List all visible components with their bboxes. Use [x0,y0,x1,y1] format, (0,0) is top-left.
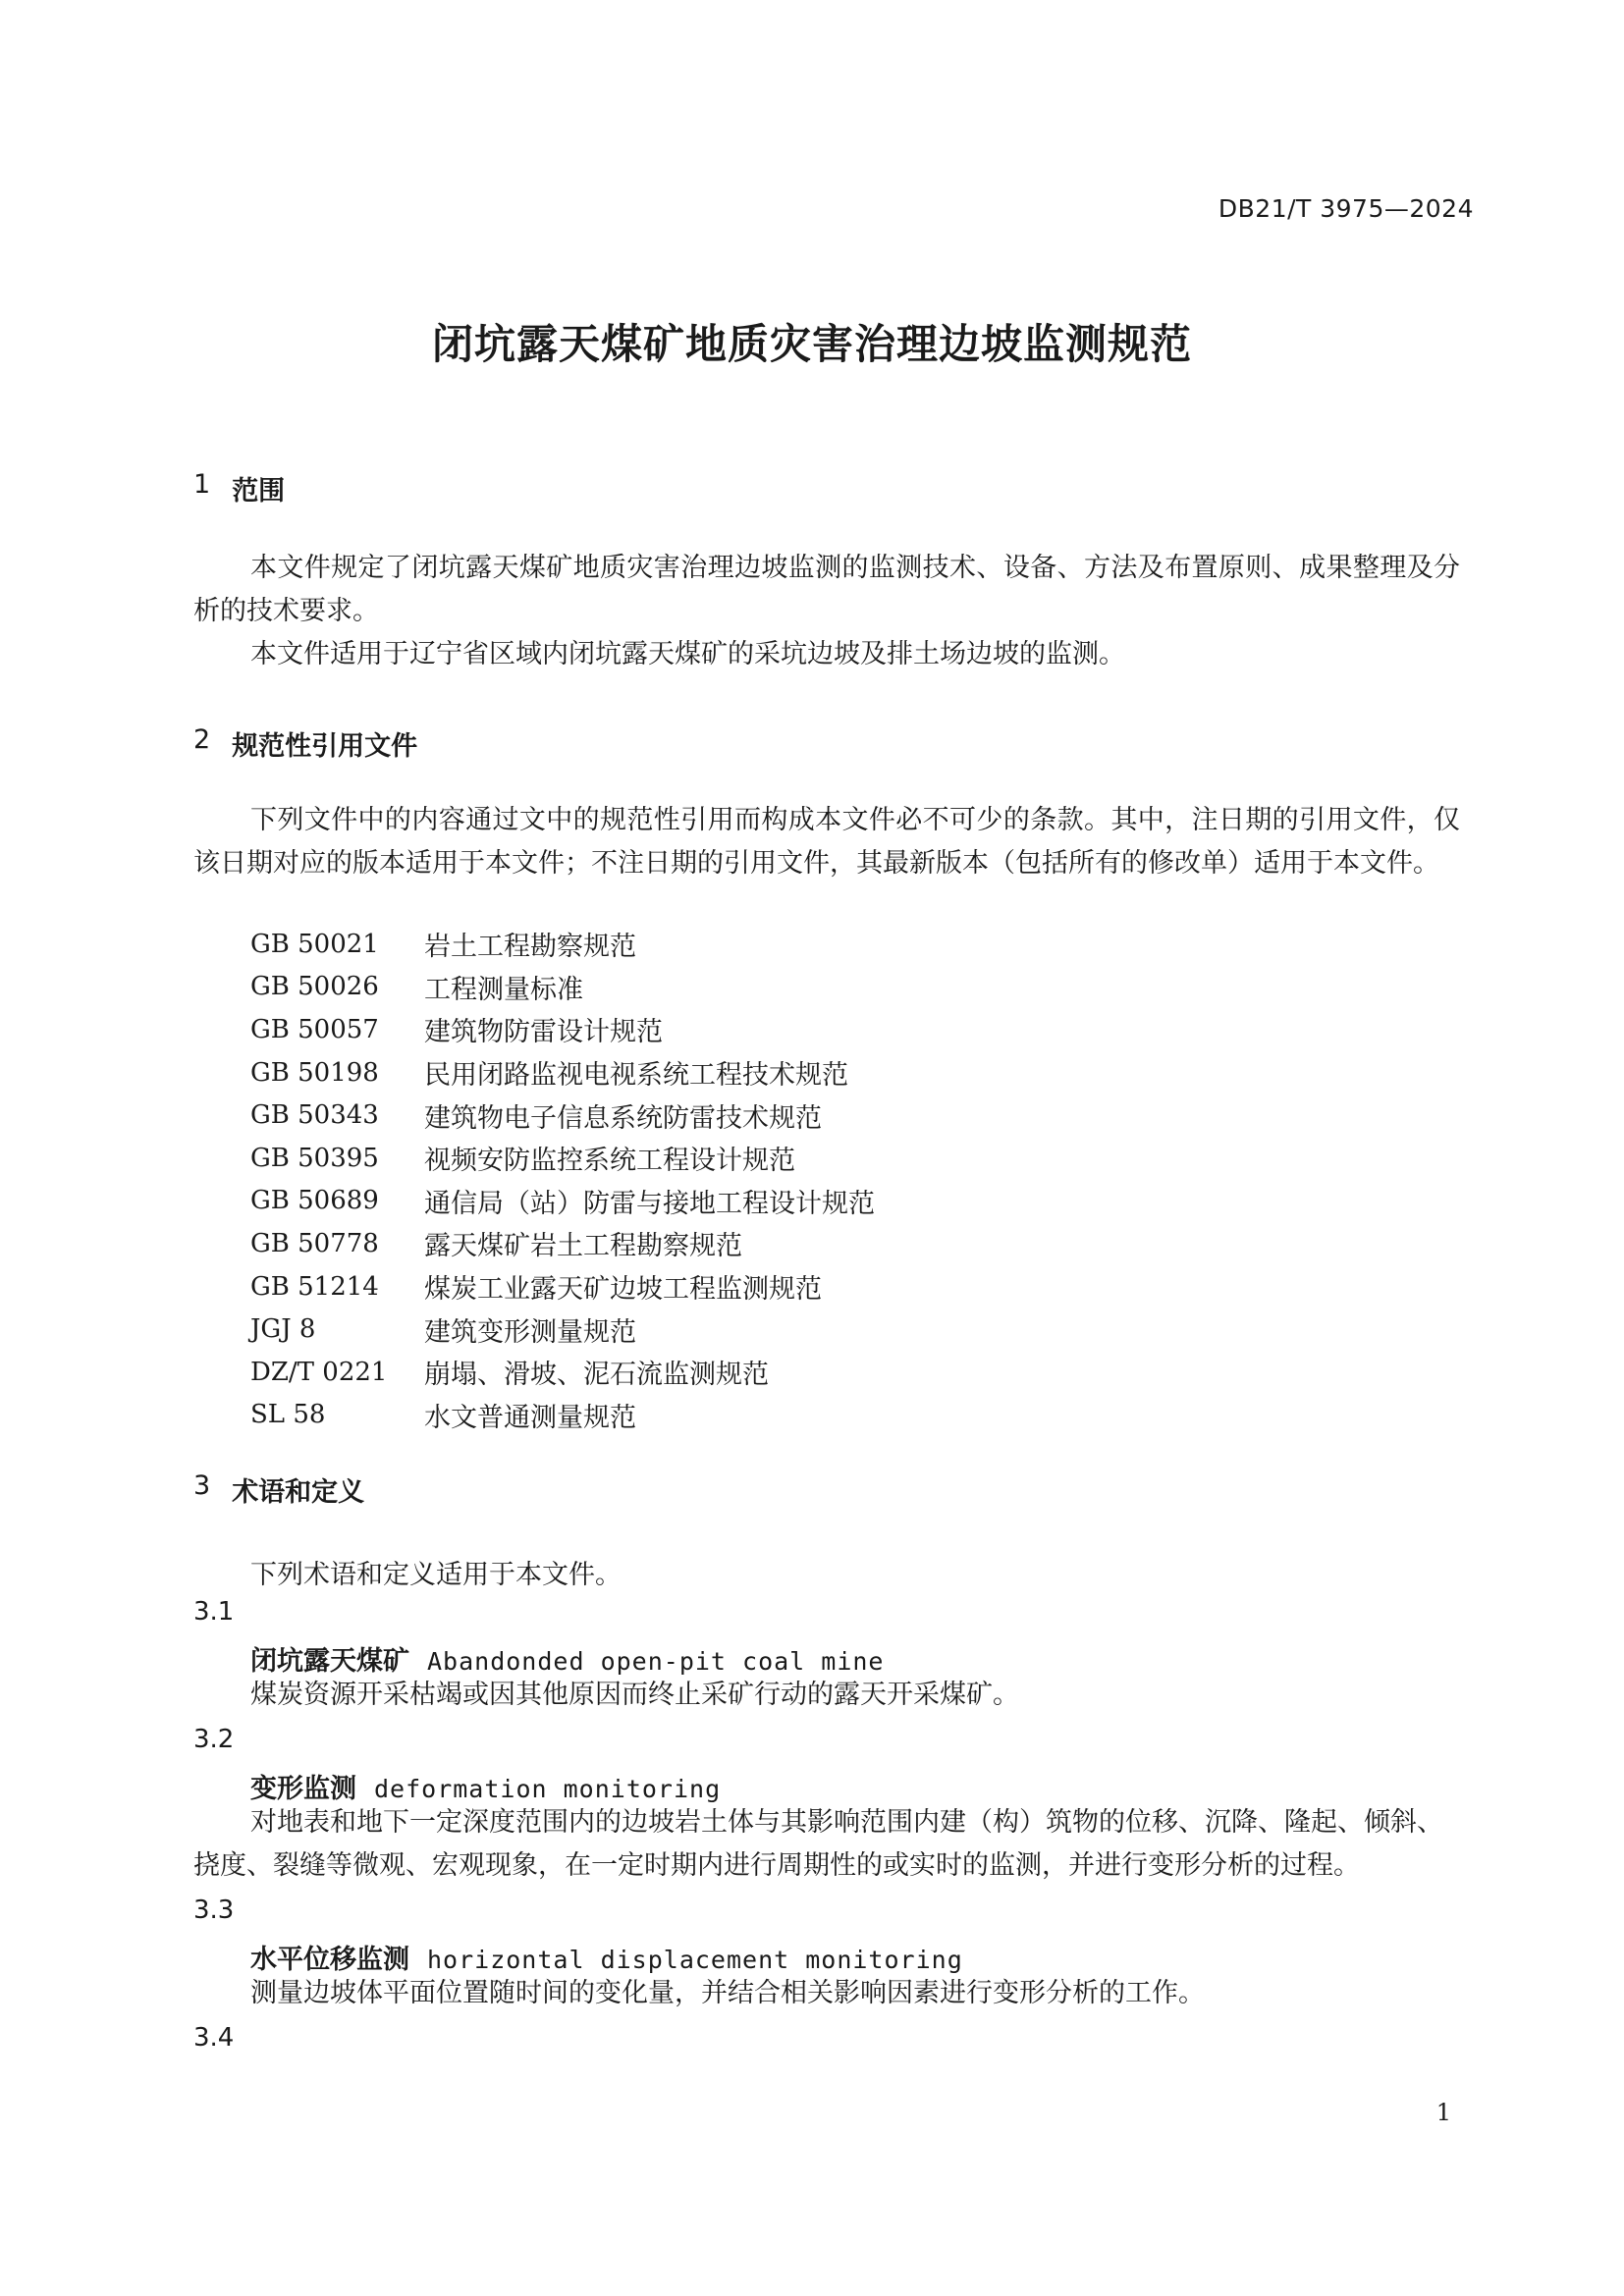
reference-item [250,1222,875,1265]
term-number: 3.3 [193,1896,235,1925]
term-number: 3.4 [193,2023,235,2053]
reference-item [250,1308,875,1351]
reference-name: 视频安防监控系统工程设计规范 [424,1146,795,1177]
term-name-cn: 水平位移监测 [250,1945,409,1975]
section-number: 1 [193,469,211,500]
standard-code: DB21/T 3975—2024 [1218,194,1474,223]
reference-code: SL 58 [250,1400,326,1430]
term-name-en: deformation monitoring [374,1775,722,1803]
term-name-en: Abandonded open-pit coal mine [427,1647,885,1676]
reference-name: 崩塌、滑坡、泥石流监测规范 [424,1360,769,1391]
reference-name: 工程测量标准 [424,974,583,1005]
reference-item [250,1051,875,1095]
document-title: 闭坑露天煤矿地质灾害治理边坡监测规范 [431,320,1192,368]
section-title: 规范性引用文件 [232,731,418,762]
reference-item [250,966,875,1009]
term-name-en: horizontal displacement monitoring [427,1946,963,1974]
reference-name: 通信局（站）防雷与接地工程设计规范 [424,1188,875,1219]
reference-name: 建筑物电子信息系统防雷技术规范 [424,1102,822,1134]
scope-paragraph-2: 本文件适用于辽宁省区域内闭坑露天煤矿的采坑边坡及排土场边坡的监测。 [250,639,1125,669]
reference-code: JGJ 8 [250,1314,316,1345]
term-name-cn: 闭坑露天煤矿 [250,1646,409,1677]
section-number: 3 [193,1470,211,1501]
reference-code: GB 50778 [250,1228,379,1258]
reference-item [250,923,875,966]
reference-code: GB 50057 [250,1014,379,1044]
reference-name: 建筑物防雷设计规范 [424,1017,663,1048]
term-definition: 对地表和地下一定深度范围内的边坡岩土体与其影响范围内建（构）筑物的位移、沉降、隆起、倾斜、挠度、裂缝等微观、宏观现象，在一定时期内进行周期性的或实时的监测，并进行变形分析的过程。 [193,1807,1443,1881]
section-heading-scope [193,469,285,507]
reference-list [250,923,875,1436]
reference-item [250,1180,875,1223]
reference-item [250,1008,875,1051]
reference-code: GB 50021 [250,929,379,959]
reference-code: GB 50198 [250,1057,379,1088]
reference-name: 民用闭路监视电视系统工程技术规范 [424,1060,848,1092]
section-heading-normative-references [193,724,417,763]
term-name-cn: 变形监测 [250,1774,356,1804]
reference-code: GB 50689 [250,1186,379,1216]
reference-code: GB 51214 [250,1271,379,1302]
term-number: 3.1 [193,1597,235,1627]
reference-item [250,1394,875,1437]
reference-code: GB 50026 [250,972,379,1002]
term-name [250,1639,885,1678]
reference-item [250,1265,875,1308]
term-number: 3.2 [193,1725,235,1754]
terms-intro: 下列术语和定义适用于本文件。 [250,1560,622,1590]
reference-item [250,1094,875,1137]
reference-code: DZ/T 0221 [250,1357,388,1387]
section-heading-terms [193,1470,364,1509]
section-title: 范围 [232,476,286,507]
term-definition: 测量边坡体平面位置随时间的变化量，并结合相关影响因素进行变形分析的工作。 [250,1978,1205,2008]
reference-name: 岩土工程勘察规范 [424,932,636,963]
section-number: 2 [193,724,211,755]
section-title: 术语和定义 [232,1477,365,1508]
reference-name: 煤炭工业露天矿边坡工程监测规范 [424,1274,822,1306]
reference-name: 建筑变形测量规范 [424,1316,636,1348]
term-name [250,1767,721,1805]
term-name [250,1938,963,1976]
references-intro: 下列文件中的内容通过文中的规范性引用而构成本文件必不可少的条款。其中，注日期的引用文件，仅该日期对应的版本适用于本文件；不注日期的引用文件，其最新版本（包括所有的修改单）适用于本文件。 [193,805,1460,879]
reference-code: GB 50395 [250,1143,379,1173]
page-number: 1 [1435,2099,1451,2126]
scope-paragraph-1: 本文件规定了闭坑露天煤矿地质灾害治理边坡监测的监测技术、设备、方法及布置原则、成果整理及分析的技术要求。 [193,553,1460,626]
term-definition: 煤炭资源开采枯竭或因其他原因而终止采矿行动的露天开采煤矿。 [250,1680,1019,1710]
reference-code: GB 50343 [250,1100,379,1131]
reference-item [250,1137,875,1180]
reference-name: 水文普通测量规范 [424,1402,636,1433]
reference-item [250,1351,875,1394]
reference-name: 露天煤矿岩土工程勘察规范 [424,1231,742,1262]
